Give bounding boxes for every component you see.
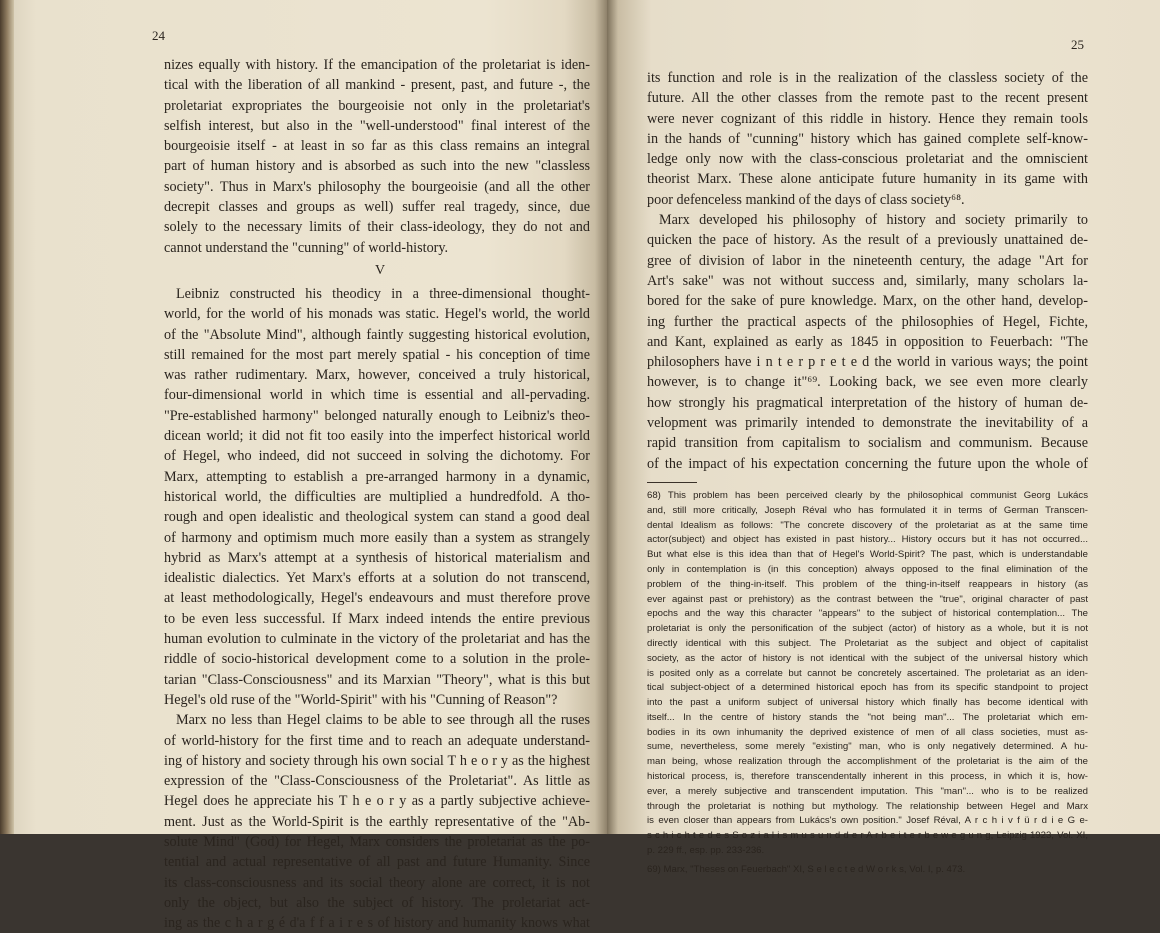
text-line: of harmony and optimism much more easily than a system as strangely — [164, 529, 590, 546]
text-line: at least methodologically, Hegel's endeavours and must therefore prove — [164, 590, 590, 607]
footnote — [647, 863, 1088, 878]
footnote-line: man being, whose realization through the accomplishment of the proletariat is the aim of the — [647, 756, 1088, 768]
footnote-line: 68) This problem has been perceived clearly by the philosophical communist Georg Lukács — [647, 489, 1088, 501]
text-line: ment. Just as the World-Spirit is the earthly representative of the "Ab- — [164, 813, 590, 830]
text-line: cannot understand the "cunning" of world-history. — [164, 239, 449, 256]
text-line: rapid transition from capitalism to socialism and communism. Because — [647, 435, 1088, 452]
text-line: gree of division of labor in the nineteenth century, the adage "Art for — [647, 252, 1088, 269]
text-line: its class-consciousness and its social theory alone are correct, it is not — [164, 874, 590, 891]
footnote-line: epochs and the way this character "appears" to the subject of historical contemplation... The — [647, 608, 1088, 620]
text-line: philosophers have i n t e r p r e t e d the world in various ways; the point — [647, 354, 1088, 371]
footnote-line: is even closer than appears from Lukács's own position." Josef Réval, A r c h i v f ü r d i e G e- — [647, 815, 1088, 827]
text-line: ing of history and society through his own social T h e o r y as the highest — [164, 752, 590, 769]
text-line: of the "Absolute Mind", although faintly suggesting historical evolution, — [164, 326, 590, 343]
footnote-line: directly identical with this subject. The Proletariat as the subject and object of capitalist — [647, 637, 1088, 649]
text-line: human evolution to culminate in the victory of the proletariat and has the — [164, 631, 590, 648]
text-line: quicken the pace of history. As the result of a previously unattained de- — [647, 232, 1088, 249]
footnote-line: proletariat is only the personification of the subject (actor) of history as a whole, but it is not — [647, 623, 1088, 635]
text-line: velopment was primarily intended to demonstrate the inevitability of a — [647, 415, 1088, 432]
footnote-line: only in contemplation is (in this conception) always opposed to the final elimination of the — [647, 563, 1088, 575]
page-number: 25 — [1071, 37, 1084, 52]
text-line: of the impact of his expectation concerning the future upon the whole of — [647, 455, 1088, 472]
text-line: rough and open idealistic and theological system can stand a good deal — [164, 509, 590, 526]
text-line: dicean world; it did not fit too easily into the imperfect historical world — [164, 428, 590, 445]
footnote-line: ever against past or prehistory) as the contrast between the "true", original character of past — [647, 593, 1088, 605]
footnote-line: problem of the thing-in-itself. This problem of the thing-in-itself reappears in history (as — [647, 578, 1088, 590]
text-line: Hegel does he appreciate his T h e o r y as a partly subjective achieve- — [164, 793, 590, 810]
text-line: solute Mind" (God) for Hegel, Marx considers the proletariat as the po- — [164, 833, 590, 850]
text-line: Marx developed his philosophy of history and society primarily to — [659, 212, 1088, 229]
footnote-line: s c h i c h t e d e s S o z i a l i s m u s u n d d e r A r b e i t e r b e w e g u n g, Leipzig 1923, Vol. XI, — [647, 830, 1088, 842]
text-line: its function and role is in the realization of the classless society of the — [647, 70, 1088, 86]
text-line: of Hegel, who indeed, did not succeed in solving the dichotomy. For — [164, 448, 590, 465]
text-line: poor defenceless mankind of the days of class society⁶⁸. — [647, 191, 965, 208]
paragraph — [164, 55, 590, 258]
text-line: Marx no less than Hegel claims to be able to see through all the ruses — [176, 712, 590, 729]
text-line: were never cognizant of this riddle in history. Hence they remain tools — [647, 110, 1088, 127]
text-line: tential and actual representative of all past and future Humanity. Since — [164, 854, 590, 871]
footnote-line: But what else is this idea than that of Hegel's World-Spirit? The past, which is understandable — [647, 549, 1088, 561]
paragraph — [647, 68, 1088, 210]
footnote-line: dental Idealism as follows: "The concrete discovery of the proletariat as at the same time — [647, 519, 1088, 531]
text-line: still remained for the most part merely spatial - his conception of time — [164, 346, 590, 363]
text-line: historical world, the difficulties are multiplied a hundredfold. A tho- — [164, 488, 590, 505]
footnote-line: sume, nevertheless, some merely "existing" man, who is only negatively determined. A hu- — [647, 741, 1088, 753]
page-number: 24 — [152, 28, 165, 43]
text-line: society". Thus in Marx's philosophy the bourgeoisie (and all the other — [164, 178, 590, 195]
text-line: ing further the practical aspects of the philosophies of Hegel, Fichte, — [647, 313, 1088, 330]
paragraph — [164, 284, 590, 710]
text-line: only the object, but also the subject of history. The proletariat act- — [164, 894, 590, 911]
text-line: expression of the "Class-Consciousness of the Proletariat". As little as — [164, 773, 590, 790]
text-line: proletariat expropriates the bourgeoisie not only in the proletariat's — [164, 97, 590, 114]
footnote-line: is posited only as a correlate but cannot be concretely ascertained. The proletariat as an iden- — [647, 667, 1088, 679]
paragraph — [164, 710, 590, 933]
text-line: solely to the necessary limits of their class-ideology, they do not and — [164, 219, 590, 236]
footnote-line: and, still more critically, Joseph Réval who has formulated it in terms of German Transcen- — [647, 504, 1088, 516]
footnote-line: itself... In the centre of history stands the "not being man"... The proletariat which em- — [647, 711, 1088, 723]
text-line: riddle of socio-historical development come to a solution in the prole- — [164, 651, 590, 668]
text-line: bored for the sake of pure knowledge. Marx, on the other hand, develop- — [647, 293, 1088, 310]
text-line: tical with the liberation of all mankind - present, past, and future -, the — [164, 77, 590, 94]
text-line: however, is to change it"⁶⁹. Looking back, we see even more clearly — [647, 374, 1088, 391]
text-line: and Kant, explained as early as 1845 in opposition to Feuerbach: "The — [647, 333, 1088, 350]
text-line: world, for the world of his monads was static. Hegel's world, the world — [164, 306, 590, 323]
footnote-line: into the past a uniform subject of universal history which finally has become identical with — [647, 697, 1088, 709]
left-text-column — [164, 55, 590, 933]
text-line: four-dimensional world in which time is essential and all-pervading. — [164, 387, 590, 404]
text-line: ing as the c h a r g é d'a f f a i r e s of history and humanity knows what — [164, 915, 590, 932]
text-line: selfish interest, but also in the "well-understood" final interest of the — [164, 117, 590, 134]
footnote-line: through the proletariat is nothing but mythology. The relationship between Hegel and Marx — [647, 800, 1088, 812]
text-line: idealistic dialectics. Yet Marx's efforts at a solution do not transcend, — [164, 570, 590, 587]
right-page — [607, 0, 1160, 875]
footnote-line: tical subject-object of a determined historical epoch has from its specific standpoint to project — [647, 682, 1088, 694]
text-line: Marx, attempting to establish a pre-arranged harmony in a dynamic, — [164, 468, 590, 485]
text-line: nizes equally with history. If the emancipation of the proletariat is iden- — [164, 57, 590, 73]
text-line: theorist Marx. These alone anticipate future humanity in its game with — [647, 171, 1088, 188]
footnote-line: bodies in its own inhumanity the deprived existence of men of all class societies, must as- — [647, 726, 1088, 738]
paragraph — [647, 210, 1088, 474]
text-line: was rather rudimentary. Marx, however, conceived a truly historical, — [164, 367, 590, 384]
text-line: in the hands of "cunning" history which has gained complete self-know- — [647, 130, 1088, 147]
book-edge — [0, 0, 14, 834]
text-line: how strongly his pragmatical interpretation of the history of human de- — [647, 394, 1088, 411]
text-line: bourgeoisie itself - at least in so far as this class remains an integral — [164, 138, 590, 155]
footnote — [647, 489, 1088, 859]
text-line: Art's sake" was not without success and, similarly, many scholars la- — [647, 272, 1088, 289]
right-text-column — [647, 68, 1088, 878]
footnote-line: ever, a merely subjective and transcendent imputation. This "man"... who is to be realized — [647, 785, 1088, 797]
footnote-line: 69) Marx, "Theses on Feuerbach" XI, S e l e c t e d W o r k s, Vol. I, p. 473. — [647, 863, 966, 875]
text-line: Leibniz constructed his theodicy in a three-dimensional thought- — [176, 285, 590, 302]
footnote-divider — [647, 482, 697, 483]
footnote-line: society, as the actor of history is not identical with the subject of the universal history which — [647, 652, 1088, 664]
text-line: to be even less successful. If Marx indeed intends the entire previous — [164, 610, 590, 627]
text-line: tarian "Class-Consciousness" and its Marxian "Theory", what is this but — [164, 671, 590, 688]
text-line: Hegel's old ruse of the "World-Spirit" with his "Cunning of Reason"? — [164, 691, 558, 708]
section-heading: V — [374, 262, 386, 278]
text-line: part of human history and is absorbed as such into the new "classless — [164, 158, 590, 175]
footnote-line: historical process, is, therefore transcendentally inherent in this process, in which it is, how- — [647, 771, 1088, 783]
footnote-line: actor(subject) and object has existed in past history... History occurs but it has not occurred... — [647, 534, 1088, 546]
text-line: of world-history for the first time and to reach an adequate understand- — [164, 732, 590, 749]
text-line: decrepit classes and groups as well) suffer real tragedy, since, due — [164, 199, 590, 216]
text-line: future. All the other classes from the remote past to the recent present — [647, 90, 1088, 107]
text-line: "Pre-established harmony" belonged naturally enough to Leibniz's theo- — [164, 407, 590, 424]
text-line: ledge only now with the class-conscious proletariat and the omniscient — [647, 151, 1088, 168]
text-line: hybrid as Marx's attempt at a synthesis of historical materialism and — [164, 549, 590, 566]
footnote-line: p. 229 ff., esp. pp. 233-236. — [647, 845, 765, 857]
